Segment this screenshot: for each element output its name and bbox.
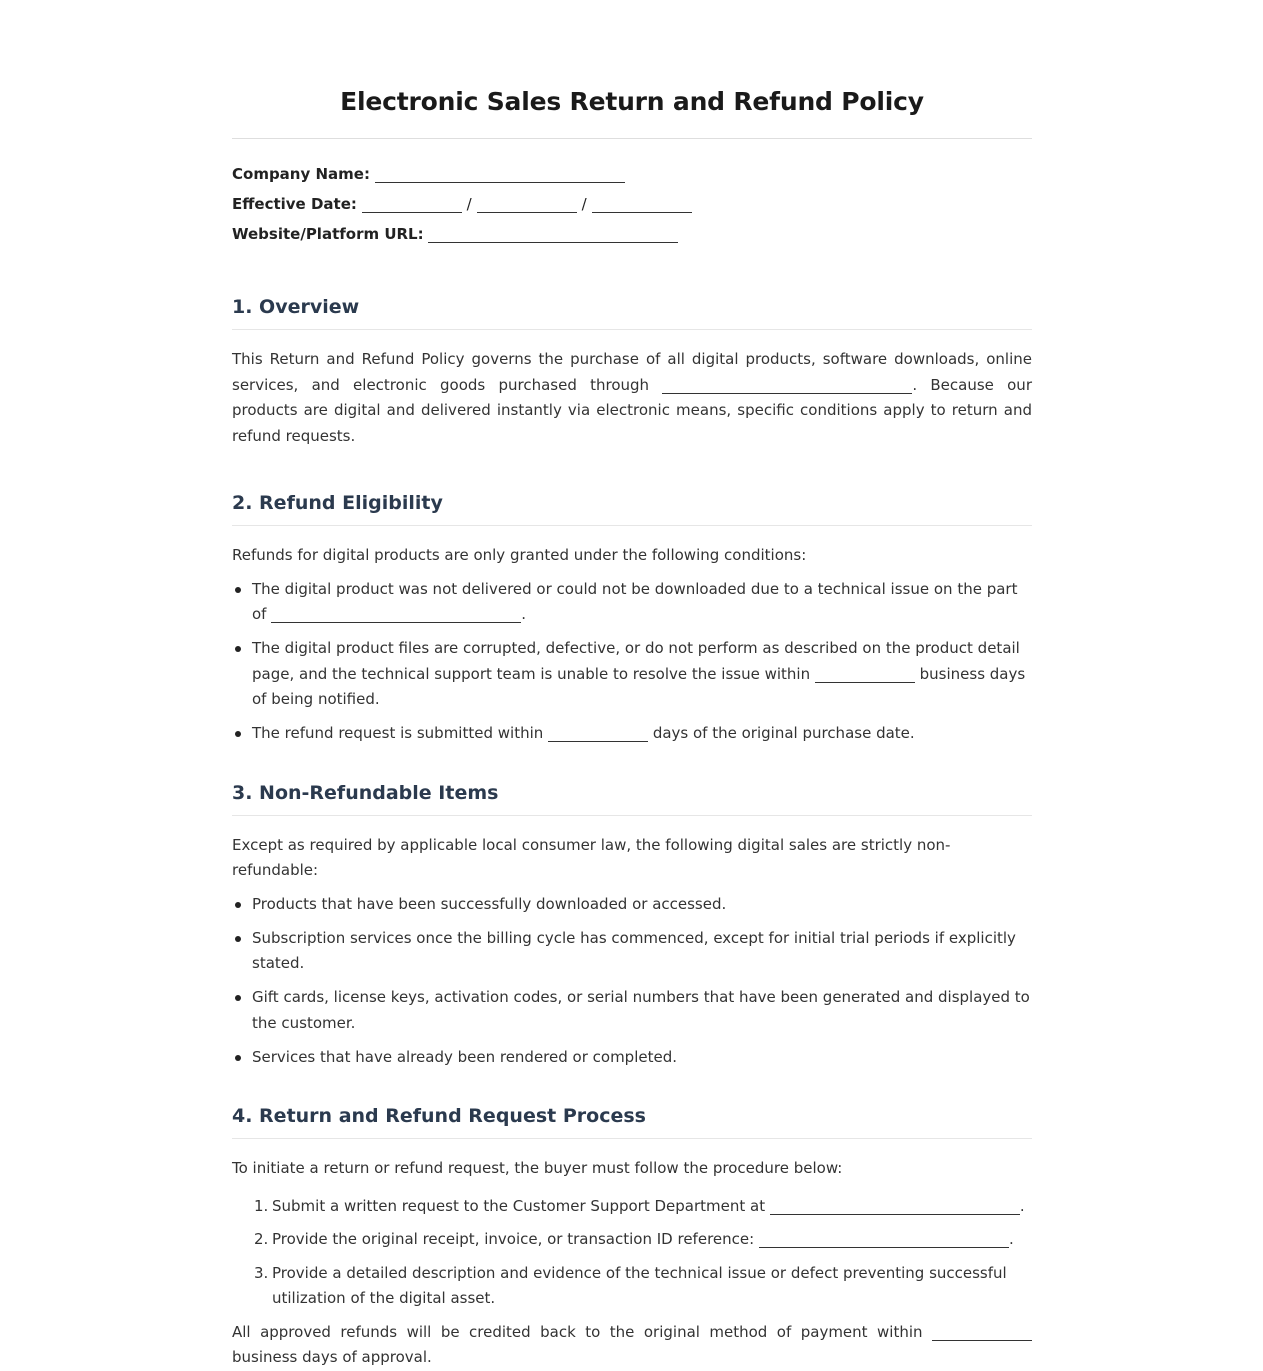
list-item-text: Provide a detailed description and evidence of the technical issue or defect preventing successful utilization of the digital asset. <box>272 1263 1007 1307</box>
document-page <box>232 0 1032 1371</box>
effective-date-row <box>232 189 1032 219</box>
support-contact-field[interactable] <box>770 1198 1020 1215</box>
responsible-party-field[interactable] <box>271 606 521 623</box>
effective-date-label: Effective Date: <box>232 195 357 213</box>
website-url-field[interactable] <box>428 226 678 243</box>
list-item <box>232 721 1032 747</box>
company-name-label: Company Name: <box>232 165 370 183</box>
list-item-text: business days of being notified. <box>252 664 1026 708</box>
section-heading: 4. Return and Refund Request Process <box>232 1105 646 1127</box>
section-heading: 1. Overview <box>232 296 360 318</box>
resolution-days-field[interactable] <box>815 666 915 683</box>
section-divider <box>232 525 1032 526</box>
section-heading: 3. Non-Refundable Items <box>232 781 499 804</box>
eligibility-intro: Refunds for digital products are only granted under the following conditions: <box>232 546 807 564</box>
request-days-field[interactable] <box>548 725 648 742</box>
section-divider <box>232 329 1032 330</box>
section-divider <box>232 1138 1032 1139</box>
overview-text-start: This Return and Refund Policy governs the purchase of all digital products, software downloads, online services, and electronic goods purchased through <box>232 350 1032 394</box>
document-title: Electronic Sales Return and Refund Policy <box>340 87 924 116</box>
process-intro: To initiate a return or refund request, the buyer must follow the procedure below: <box>232 1159 843 1177</box>
list-item <box>232 1227 1032 1253</box>
section-non-refundable-items <box>232 779 1032 1071</box>
list-item: Subscription services once the billing cycle has commenced, except for initial trial periods if explicitly stated. <box>232 926 1032 977</box>
section-divider <box>232 815 1032 816</box>
list-item <box>232 577 1032 628</box>
refund-days-field[interactable] <box>932 1324 1032 1341</box>
eligibility-list <box>232 577 1032 747</box>
transaction-id-field[interactable] <box>759 1231 1009 1248</box>
company-name-row <box>232 159 1032 189</box>
date-separator: / <box>466 195 472 213</box>
list-item <box>232 1194 1032 1220</box>
list-item-text: . <box>1019 1196 1025 1215</box>
non-refundable-intro: Except as required by applicable local consumer law, the following digital sales are strictly non-refundable: <box>232 835 951 879</box>
list-item-text: Provide the original receipt, invoice, or transaction ID reference: <box>272 1230 755 1248</box>
company-name-field[interactable] <box>375 166 625 183</box>
process-steps <box>232 1194 1032 1312</box>
section-request-process <box>232 1102 1032 1371</box>
section-overview <box>232 293 1032 449</box>
platform-name-field[interactable] <box>662 377 912 394</box>
effective-date-month-field[interactable] <box>362 196 462 213</box>
list-item <box>232 1261 1032 1312</box>
website-url-label: Website/Platform URL: <box>232 225 424 243</box>
overview-paragraph <box>232 347 1032 449</box>
title-divider <box>232 138 1032 139</box>
refund-closing-paragraph <box>232 1320 1032 1371</box>
list-item-text: The refund request is submitted within <box>252 724 544 742</box>
date-separator: / <box>581 195 587 213</box>
section-refund-eligibility <box>232 489 1032 747</box>
list-item: Products that have been successfully downloaded or accessed. <box>232 892 1032 918</box>
step-number: 2. <box>254 1230 269 1248</box>
list-item <box>232 636 1032 713</box>
website-url-row <box>232 219 1032 249</box>
section-heading: 2. Refund Eligibility <box>232 492 443 514</box>
list-item: Services that have already been rendered or completed. <box>232 1045 1032 1071</box>
effective-date-year-field[interactable] <box>592 196 692 213</box>
list-item-text: . <box>1008 1230 1014 1248</box>
closing-text-end: business days of approval. <box>232 1348 432 1366</box>
effective-date-day-field[interactable] <box>477 196 577 213</box>
list-item-text: The digital product was not delivered or could not be downloaded due to a technical issue on the part of <box>252 579 1018 623</box>
step-number: 1. <box>254 1196 269 1215</box>
document-meta <box>232 159 1032 249</box>
non-refundable-list <box>232 892 1032 1071</box>
list-item-text: Submit a written request to the Customer Support Department at <box>272 1196 766 1215</box>
list-item-text: . <box>521 605 527 623</box>
step-number: 3. <box>254 1263 269 1282</box>
list-item-text: days of the original purchase date. <box>652 724 915 742</box>
closing-text-start: All approved refunds will be credited back to the original method of payment within <box>232 1322 923 1341</box>
list-item-text: The digital product files are corrupted, defective, or do not perform as described on the product detail page, and the technical support team is unable to resolve the issue within <box>252 639 1020 683</box>
list-item: Gift cards, license keys, activation codes, or serial numbers that have been generated and displayed to the customer. <box>232 985 1032 1036</box>
overview-text-end: . Because our products are digital and delivered instantly via electronic means, specific conditions apply to return and refund requests. <box>232 375 1032 445</box>
